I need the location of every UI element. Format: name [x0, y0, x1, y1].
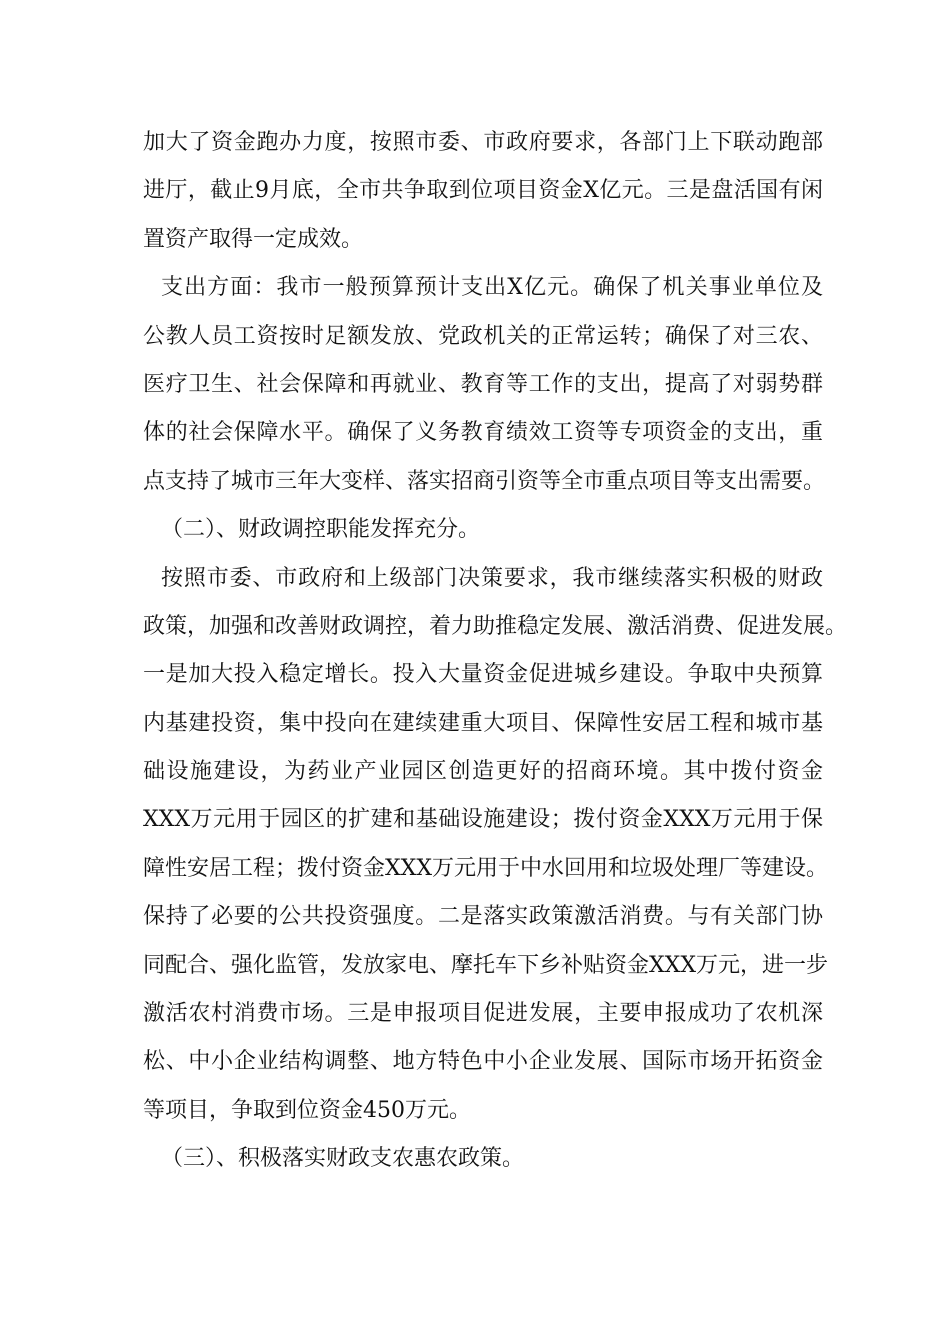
- text-line: 进厅，截止9月底，全市共争取到位项目资金X亿元。三是盘活国有闲: [143, 178, 823, 204]
- text-line: 内基建投资，集中投向在建续建重大项目、保障性安居工程和城市基: [143, 710, 823, 736]
- text-line: 加大了资金跑办力度，按照市委、市政府要求，各部门上下联动跑部: [143, 130, 823, 155]
- text-line: 体的社会保障水平。确保了义务教育绩效工资等专项资金的支出，重: [143, 420, 823, 446]
- text-line: 激活农村消费市场。三是申报项目促进发展，主要申报成功了农机深: [143, 1001, 823, 1027]
- paragraph-first-line: 按照市委、市政府和上级部门决策要求，我市继续落实积极的财政: [161, 565, 823, 591]
- section-heading-2: （二）、财政调控职能发挥充分。: [161, 517, 481, 543]
- paragraph-first-line: 支出方面：我市一般预算预计支出X亿元。确保了机关事业单位及: [161, 275, 823, 301]
- text-line: 置资产取得一定成效。: [143, 226, 364, 252]
- text-line: 同配合、强化监管，发放家电、摩托车下乡补贴资金XXX万元，进一步: [143, 952, 828, 978]
- text-line: 一是加大投入稳定增长。投入大量资金促进城乡建设。争取中央预算: [143, 662, 823, 688]
- text-line: 础设施建设，为药业产业园区创造更好的招商环境。其中拨付资金: [143, 759, 823, 785]
- text-line: 政策，加强和改善财政调控，着力助推稳定发展、激活消费、促进发展。: [143, 613, 848, 639]
- document-body: [143, 124, 848, 1189]
- text-line: 点支持了城市三年大变样、落实招商引资等全市重点项目等支出需要。: [143, 468, 826, 494]
- text-line: 医疗卫生、社会保障和再就业、教育等工作的支出，提高了对弱势群: [143, 371, 823, 397]
- text-line: 保持了必要的公共投资强度。二是落实政策激活消费。与有关部门协: [143, 904, 823, 930]
- text-line: 障性安居工程；拨付资金XXX万元用于中水回用和垃圾处理厂等建设。: [143, 855, 828, 881]
- text-line: 公教人员工资按时足额发放、党政机关的正常运转；确保了对三农、: [143, 323, 823, 349]
- text-line: 松、中小企业结构调整、地方特色中小企业发展、国际市场开拓资金: [143, 1049, 823, 1075]
- section-heading-3: （三）、积极落实财政支农惠农政策。: [161, 1146, 525, 1172]
- text-line: 等项目，争取到位资金450万元。: [143, 1097, 471, 1123]
- text-line: XXX万元用于园区的扩建和基础设施建设；拨付资金XXX万元用于保: [143, 807, 823, 833]
